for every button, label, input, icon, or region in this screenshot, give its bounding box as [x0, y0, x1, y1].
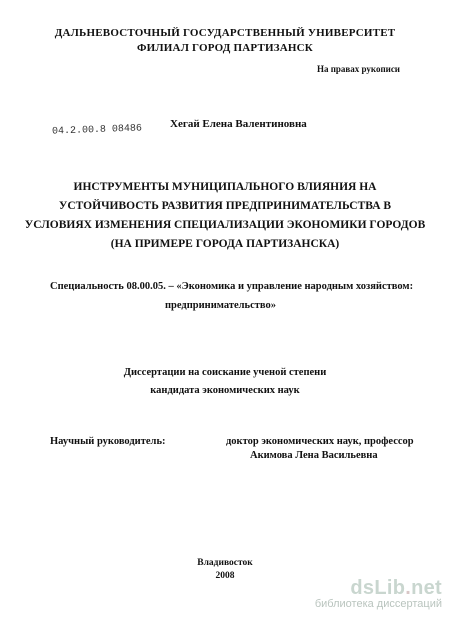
degree-line-2: кандидата экономических наук [150, 385, 300, 396]
branch-name: ФИЛИАЛ ГОРОД ПАРТИЗАНСК [137, 42, 313, 54]
specialty-line-1: Специальность 08.00.05. – «Экономика и управление народным хозяйством: [50, 281, 414, 292]
supervisor-name: Акимова Лена Васильевна [250, 450, 378, 461]
university-name: ДАЛЬНЕВОСТОЧНЫЙ ГОСУДАРСТВЕННЫЙ УНИВЕРСИТЕТ [54, 27, 396, 39]
library-stamp: 04.2.00.8 08486 [51, 123, 143, 138]
specialty-line-2: предпринимательство» [165, 300, 276, 311]
title-line-3: УСЛОВИЯХ ИЗМЕНЕНИЯ СПЕЦИАЛИЗАЦИИ ЭКОНОМИКИ ГОРОДОВ [24, 219, 426, 231]
dslib-watermark [315, 577, 442, 610]
city: Владивосток [197, 558, 253, 568]
watermark-logo-main: dsLib [350, 577, 406, 599]
title-line-2: УСТОЙЧИВОСТЬ РАЗВИТИЯ ПРЕДПРИНИМАТЕЛЬСТВА В [58, 200, 392, 212]
degree-line-1: Диссертации на соискание ученой степени [123, 367, 327, 378]
watermark-logo-dot: . [405, 577, 412, 599]
title-line-4: (НА ПРИМЕРЕ ГОРОДА ПАРТИЗАНСКА) [110, 238, 340, 250]
watermark-subtitle: библиотека диссертаций [314, 598, 442, 610]
title-line-1: ИНСТРУМЕНТЫ МУНИЦИПАЛЬНОГО ВЛИЯНИЯ НА [73, 181, 377, 193]
manuscript-rights-note: На правах рукописи [316, 64, 400, 74]
supervisor-label: Научный руководитель: [50, 436, 166, 447]
supervisor-degree: доктор экономических наук, профессор [226, 436, 414, 447]
watermark-logo [315, 577, 442, 600]
year: 2008 [215, 571, 235, 581]
author-name: Хегай Елена Валентиновна [170, 118, 307, 130]
watermark-logo-tld: net [411, 577, 442, 599]
